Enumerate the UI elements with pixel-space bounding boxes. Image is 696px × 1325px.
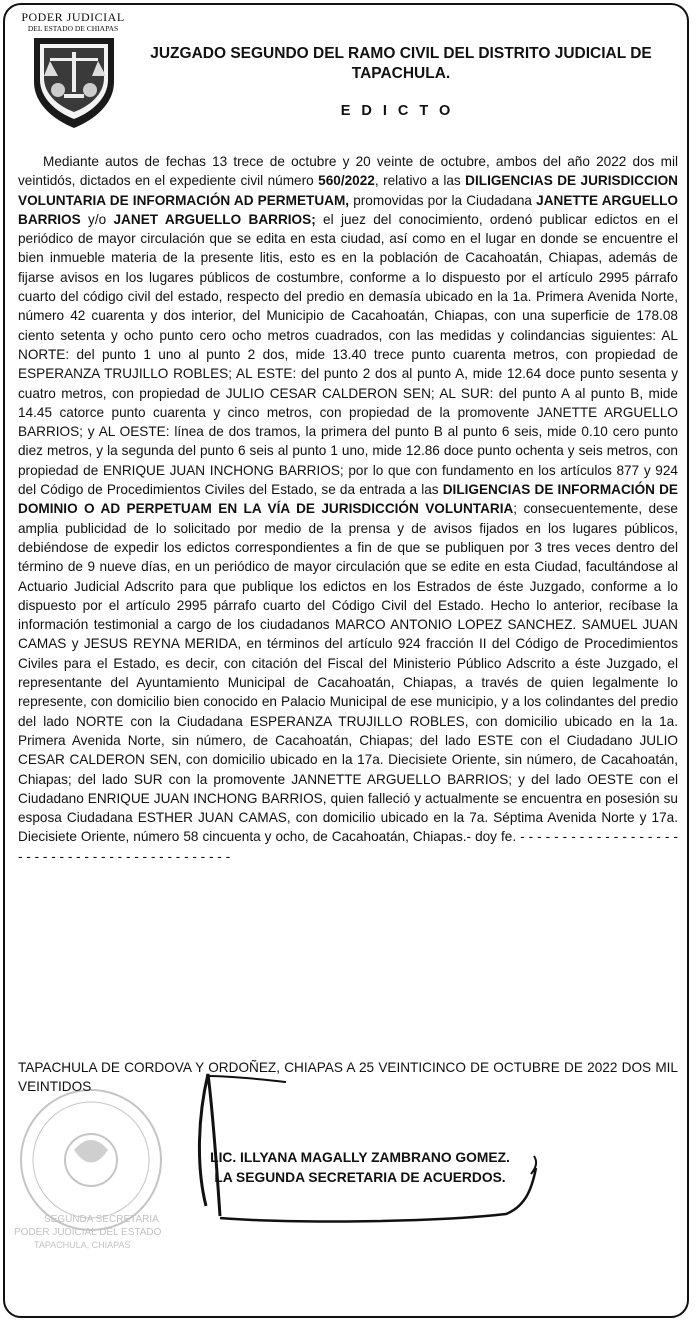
seal-line-1: SEGUNDA SECRETARIA: [44, 1214, 159, 1225]
handwritten-signature: [176, 1056, 576, 1226]
proceeding-name-1: DILIGENCIAS DE JURISDICCION VOLUNTARIA DE INFORMACIÓN AD PERMETUAM,: [18, 173, 678, 208]
seal-line-2: PODER JUDICIAL DEL ESTADO: [14, 1227, 162, 1238]
signer-title: LA SEGUNDA SECRETARIA DE ACUERDOS.: [214, 1170, 506, 1185]
logo-title: PODER JUDICIAL: [21, 10, 125, 24]
promovente-name-2: JANET ARGUELLO BARRIOS;: [113, 211, 316, 227]
document-title: EDICTO: [340, 103, 462, 119]
body-text-1: Mediante autos de fechas 13 trece de octubre y 20 veinte de octubre, ambos del año 2022 dos mil veintidós, dictados en el expediente civil número: [18, 154, 678, 189]
body-text-3: promovidas por la Ciudadana: [349, 192, 537, 208]
body-text-4: y/o: [80, 211, 114, 227]
proceeding-name-2: DILIGENCIAS DE INFORMACIÓN DE DOMINIO O AD PERPETUAM EN LA VÍA DE JURISDICCIÓN VOLUNTARIA: [18, 482, 679, 517]
signature-block: [150, 1148, 570, 1188]
logo-subtitle: DEL ESTADO DE CHIAPAS: [27, 24, 119, 33]
seal-line-3: TAPACHULA, CHIAPAS: [34, 1240, 131, 1250]
coat-of-arms-icon: [28, 34, 120, 130]
judicial-power-logo: [14, 10, 132, 130]
promovente-name-1: JANETTE ARGUELLO BARRIOS: [18, 192, 679, 227]
court-name: JUZGADO SEGUNDO DEL RAMO CIVIL DEL DISTRITO JUDICIAL DE TAPACHULA.: [150, 45, 652, 82]
body-text-2: , relativo a las: [374, 173, 466, 189]
body-text-5: el juez del conocimiento, ordenó publicar edictos en el periódico de mayor circulación que se edita en esta ciudad, así como en el lugar en donde se encuentre el bien inmueble materia de la presente litis, esto es en la población de Cacahoatán, Chiapas, además de fijarse avisos en los lugares públicos de costumbre, conforme a lo dispuesto por el artículo 2995 párrafo cuarto del código civil del estado, respecto del predio en demasía ubicado en la 1a. Primera Avenida Norte, número 42 cuarenta y dos interior, del Municipio de Cacahoatán, Chiapas, con una superficie de 178.08 ciento setenta y ocho punto cero ocho metros cuadrados, con las medidas y colindancias siguientes: AL NORTE: del punto 1 uno al punto 2 dos, mide 13.40 trece punto cuarenta metros, con propiedad de ESPERANZA TRUJILLO ROBLES; AL ESTE: del punto 2 dos al punto A, mide 12.64 doce punto sesenta y cuatro metros, con propiedad de JULIO CESAR CALDERON SEN; AL SUR: del punto A al punto B, mide 14.45 catorce punto cuarenta y cinco metros, con propiedad de la promovente JANETTE ARGUELLO BARRIOS; y AL OESTE: línea de dos tramos, la primera del punto B al punto 6 seis, mide 0.10 cero punto diez metros, y la segunda del punto 6 seis al punto 1 uno, mide 12.86 doce punto ochenta y seis metros, con propiedad de ENRIQUE JUAN INCHONG BARRIOS; por lo que con fundamento en los artículos 877 y 924 del Código de Procedimientos Civiles del Estado, se da entrada a las: [18, 211, 678, 498]
signer-name: LIC. ILLYANA MAGALLY ZAMBRANO GOMEZ.: [210, 1150, 510, 1165]
body-text-6: ; consecuentemente, dese amplia publicidad de lo solicitado por medio de la prensa y de avisos fijados en los lugares públicos, debiéndose de expedir los edictos correspondientes a fin de que se publiquen por 3 tres veces dentro del término de 9 nueve días, en un periódico de mayor circulación que se edite en esta Ciudad, facultándose al Actuario Judicial Adscrito para que publique los edictos en los Estrados de éste Juzgado, conforme a lo dispuesto por el artículo 2995 párrafo cuarto del Código Civil del Estado. Hecho lo anterior, recíbase la información testimonial a cargo de los ciudadanos MARCO ANTONIO LOPEZ SANCHEZ. SAMUEL JUAN CAMAS y JESUS REYNA MERIDA, en términos del artículo 924 fracción II del Código de Procedimientos Civiles para el Estado, es decir, con citación del Fiscal del Ministerio Público Adscrito a éste Juzgado, el representante del Ayuntamiento Municipal de Cacahoatán, Chiapas, a través de quien legalmente lo represente, con domicilio bien conocido en Palacio Municipal de ese municipio, y a los colindantes del predio del lado NORTE con la Ciudadana ESPERANZA TRUJILLO ROBLES, con domicilio ubicado en la 1a. Primera Avenida Norte, sin número, de Cacahoatán, Chiapas; del lado ESTE con el Ciudadano JULIO CESAR CALDERON SEN, con domicilio ubicado en la 17a. Diecisiete Oriente, sin número, de Cacahoatán, Chiapas; del lado SUR con la promovente JANNETTE ARGUELLO BARRIOS; y del lado OESTE con el Ciudadano ENRIQUE JUAN INCHONG BARRIOS, quien falleció y actualmente se encuentra en posesión su esposa Ciudadana ESTHER JUAN CAMAS, con domicilio ubicado en la 7a. Séptima Avenida Norte y 17a. Diecisiete Oriente, número 58 cincuenta y ocho, de Cacahoatán, Chiapas.- doy fe. - - - - - - - - - - - - - - - - - - - - - - - - - - - - - - - - - - - - - - - - - - - - -: [18, 501, 678, 864]
case-number: 560/2022: [318, 173, 375, 189]
edict-body: [18, 152, 678, 866]
place-and-date: TAPACHULA DE CORDOVA Y ORDOÑEZ, CHIAPAS A 25 VEINTICINCO DE OCTUBRE DE 2022 DOS MIL VEINTIDOS: [18, 1060, 678, 1095]
